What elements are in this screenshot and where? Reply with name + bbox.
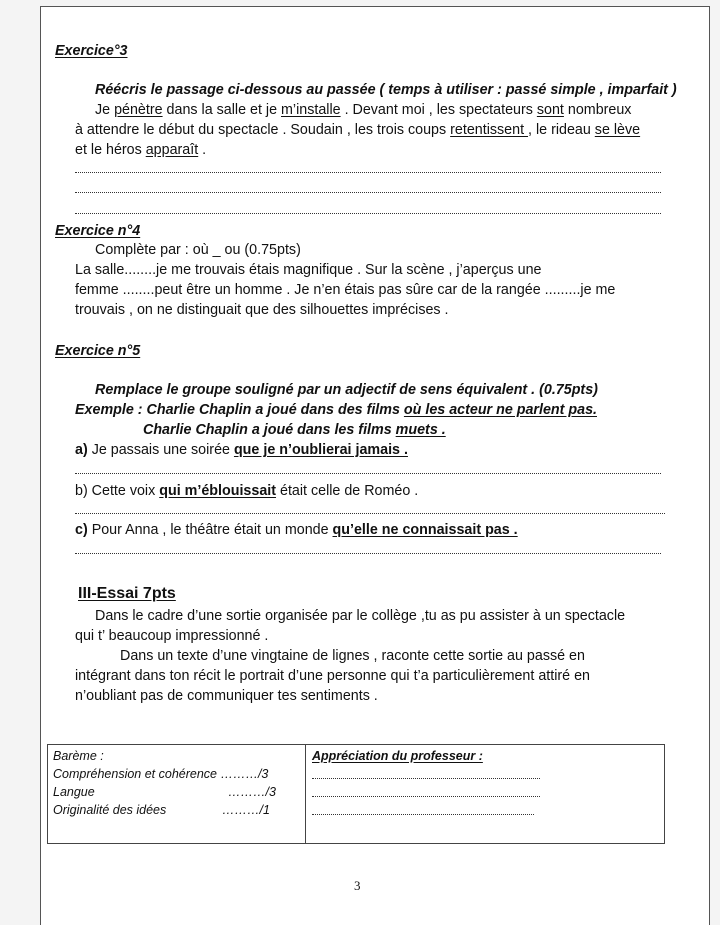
essay-paragraph-2-line-1: Dans un texte d’une vingtaine de lignes , raconte cette sortie au passé en — [120, 648, 585, 664]
answer-line[interactable] — [75, 172, 661, 173]
answer-line[interactable] — [75, 473, 661, 474]
essay-paragraph-1-line-2: qui t’ beaucoup impressionné . — [75, 628, 269, 644]
table-divider — [305, 745, 306, 843]
essay-paragraph-2-line-2: intégrant dans ton récit le portrait d’une personne qui t’a particulièrement attiré en — [75, 668, 590, 684]
answer-line[interactable] — [75, 553, 661, 554]
exercise-3-instruction: Réécris le passage ci-dessous au passée ( temps à utiliser : passé simple , imparfait ) — [95, 82, 677, 98]
exercise-3-title: Exercice°3 — [55, 43, 128, 59]
exercise-5-instruction: Remplace le groupe souligné par un adjectif de sens équivalent . (0.75pts) — [95, 382, 598, 398]
exercise-4-instruction: Complète par : où _ ou (0.75pts) — [95, 242, 301, 258]
exercise-3-text-line-2: à attendre le début du spectacle . Soudain , les trois coups retentissent , le rideau se lève — [75, 122, 641, 138]
exercise-5-item-c: c) Pour Anna , le théâtre était un monde qu’elle ne connaissait pas . — [75, 522, 518, 538]
criterion-langue: Langue — [53, 785, 95, 799]
exercise-5-example-2: Charlie Chaplin a joué dans les films muets . — [143, 422, 446, 438]
essay-paragraph-2-line-3: n’oubliant pas de communiquer tes sentiments . — [75, 688, 378, 704]
exercise-4-text-line-2: femme ........peut être un homme . Je n’en étais pas sûre car de la rangée .........je me — [75, 282, 616, 298]
criterion-langue-score: ………/3 — [228, 785, 276, 799]
criterion-originalite: Originalité des idées — [53, 803, 167, 817]
appreciation-line[interactable] — [312, 814, 534, 815]
bareme-title: Barème : — [53, 749, 104, 763]
exercise-3-text-line-1: Je pénètre dans la salle et je m’installe . Devant moi , les spectateurs sont nombreux — [95, 102, 632, 118]
appreciation-line[interactable] — [312, 796, 540, 797]
page-number: 3 — [354, 878, 361, 893]
exercise-5-item-b: b) Cette voix qui m’éblouissait était celle de Roméo . — [75, 483, 419, 499]
exercise-4-title: Exercice n°4 — [55, 223, 141, 239]
exercise-5-item-a: a) Je passais une soirée que je n’oublierai jamais . — [75, 442, 408, 458]
answer-line[interactable] — [75, 513, 665, 514]
answer-line[interactable] — [75, 192, 661, 193]
exercise-5-title: Exercice n°5 — [55, 343, 141, 359]
exercise-5-example-1: Exemple : Charlie Chaplin a joué dans des films où les acteur ne parlent pas. — [75, 402, 597, 418]
answer-line[interactable] — [75, 213, 661, 214]
exercise-4-text-line-3: trouvais , on ne distinguait que des silhouettes imprécises . — [75, 302, 449, 318]
exercise-3-text-line-3: et le héros apparaît . — [75, 142, 207, 158]
essay-title: III-Essai 7pts — [78, 585, 176, 602]
criterion-comprehension: Compréhension et cohérence ………/3 — [53, 767, 269, 781]
exercise-4-text-line-1: La salle........je me trouvais étais magnifique . Sur la scène , j’aperçus une — [75, 262, 542, 278]
teacher-appreciation-title: Appréciation du professeur : — [312, 749, 483, 763]
appreciation-line[interactable] — [312, 778, 540, 779]
essay-paragraph-1-line-1: Dans le cadre d’une sortie organisée par le collège ,tu as pu assister à un spectacle — [95, 608, 626, 624]
criterion-originalite-score: ………/1 — [222, 803, 270, 817]
